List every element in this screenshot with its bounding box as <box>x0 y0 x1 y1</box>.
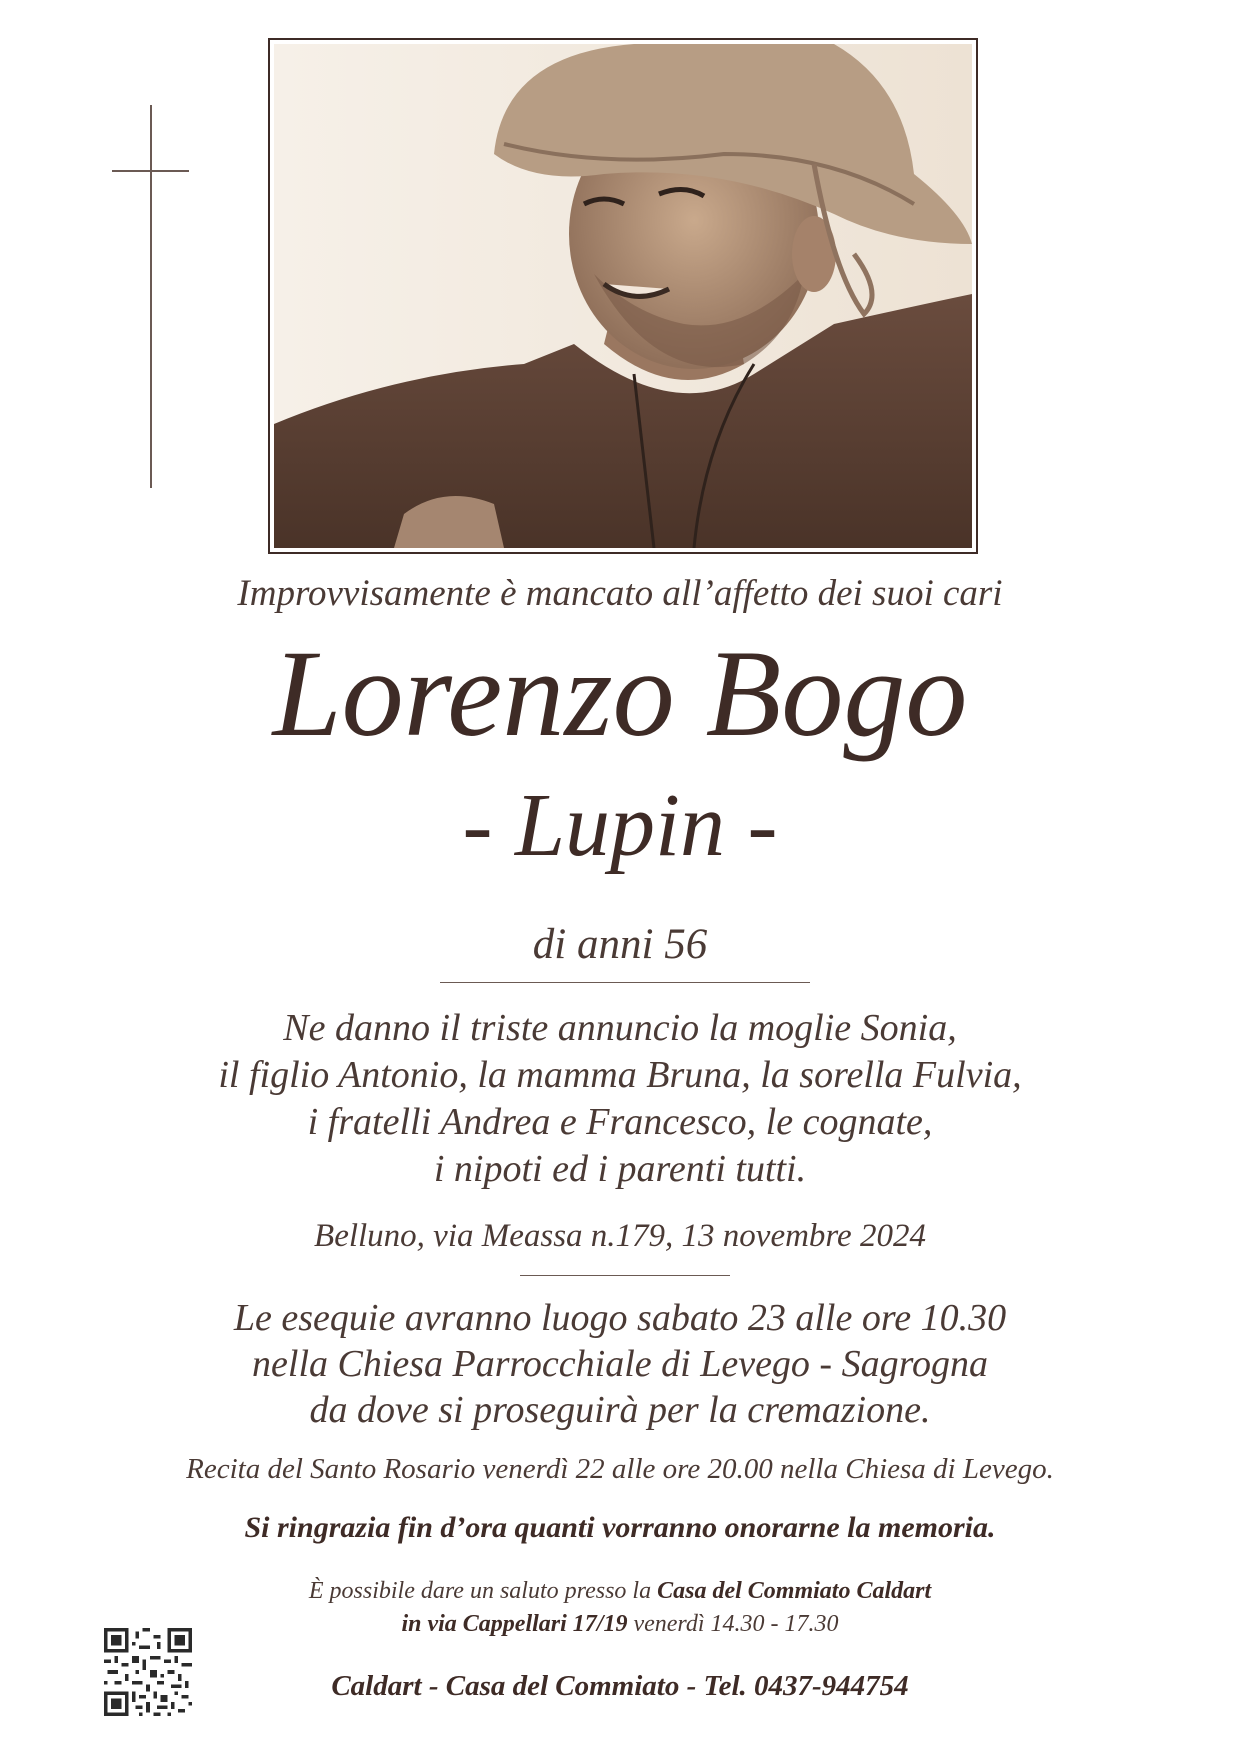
funeral-line: nella Chiesa Parrocchiale di Levego - Sagrogna <box>252 1343 988 1385</box>
family-line: i fratelli Andrea e Francesco, le cognate, <box>307 1101 933 1143</box>
cross-icon-vertical <box>150 105 152 488</box>
deceased-age: di anni 56 <box>532 921 708 968</box>
cross-icon-horizontal <box>112 170 189 172</box>
funeral-home-name: Casa del Commiato Caldart <box>657 1578 932 1604</box>
portrait-image <box>274 44 972 548</box>
deceased-nickname: - Lupin - <box>462 776 778 875</box>
divider <box>520 1275 730 1276</box>
funeral-info <box>0 1295 1240 1433</box>
funeral-line: da dove si proseguirà per la cremazione. <box>309 1389 931 1431</box>
family-line: il figlio Antonio, la mamma Bruna, la sorella Fulvia, <box>218 1054 1022 1096</box>
visit-prefix: È possibile dare un saluto presso la <box>308 1578 658 1604</box>
family-line: i nipoti ed i parenti tutti. <box>433 1148 807 1190</box>
intro-text: Improvvisamente è mancato all’affetto dei suoi cari <box>237 573 1003 614</box>
contact-line: Caldart - Casa del Commiato - Tel. 0437-944754 <box>331 1670 909 1702</box>
portrait-photo <box>268 38 978 554</box>
visit-hours: venerdì 14.30 - 17.30 <box>627 1611 839 1637</box>
place-date: Belluno, via Meassa n.179, 13 novembre 2024 <box>314 1218 926 1254</box>
visit-line-1 <box>0 1575 1240 1608</box>
rosary-info: Recita del Santo Rosario venerdì 22 alle ore 20.00 nella Chiesa di Levego. <box>186 1453 1054 1485</box>
funeral-line: Le esequie avranno luogo sabato 23 alle ore 10.30 <box>233 1297 1007 1339</box>
funeral-home-address: in via Cappellari 17/19 <box>401 1611 628 1637</box>
family-line: Ne danno il triste annuncio la moglie Sonia, <box>283 1007 957 1049</box>
deceased-name: Lorenzo Bogo <box>272 625 968 762</box>
divider <box>440 982 810 983</box>
family-announcement <box>0 1005 1240 1193</box>
thanks-text: Si ringrazia fin d’ora quanti vorranno onorarne la memoria. <box>244 1511 996 1544</box>
